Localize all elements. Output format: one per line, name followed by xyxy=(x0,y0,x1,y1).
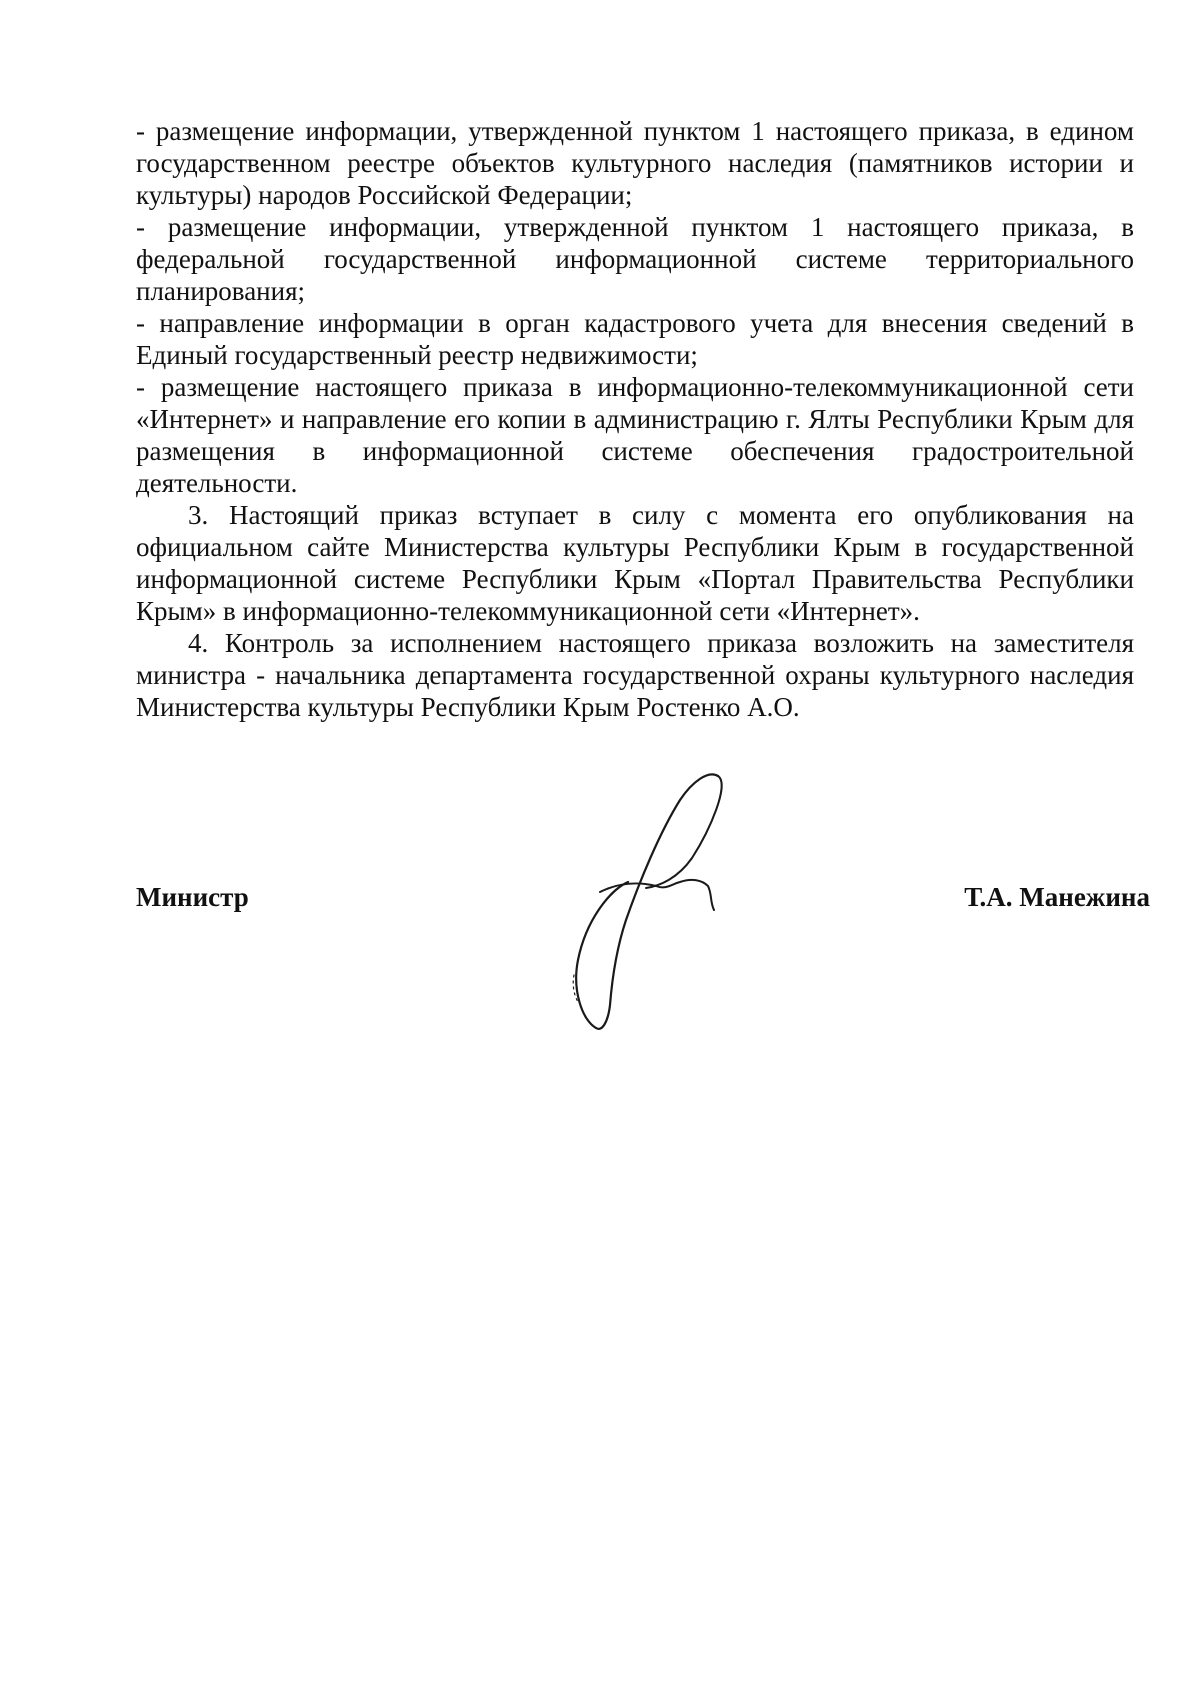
paragraph-cadastre: - направление информации в орган кадастрового учета для внесения сведений в Единый государственный реестр недвижимости; xyxy=(136,308,1134,370)
document-body xyxy=(136,115,1134,723)
paragraph-internet-placement: - размещение настоящего приказа в информационно-телекоммуникационной сети «Интернет» и направление его копии в администрацию г. Ялты Республики Крым для размещения в информационной системе обеспечения градостроительной деятельности. xyxy=(136,372,1134,498)
paragraph-registry-placement: - размещение информации, утвержденной пунктом 1 настоящего приказа, в едином государственном реестре объектов культурного наследия (памятников истории и культуры) народов Российской Федерации; xyxy=(136,116,1134,210)
paragraph-planning-system: - размещение информации, утвержденной пунктом 1 настоящего приказа, в федеральной государственной информационной системе территориального планирования; xyxy=(136,212,1134,306)
paragraph-clause-4: 4. Контроль за исполнением настоящего приказа возложить на заместителя министра - начальника департамента государственной охраны культурного наследия Министерства культуры Республики Крым Ростенко А.О. xyxy=(136,628,1134,722)
signatory-title: Министр xyxy=(136,882,249,912)
signatory-name: Т.А. Манежина xyxy=(964,882,1150,912)
handwritten-signature xyxy=(560,770,750,1040)
paragraph-clause-3: 3. Настоящий приказ вступает в силу с момента его опубликования на официальном сайте Министерства культуры Республики Крым в государственной информационной системе Республики Крым «Портал Правительства Республики Крым» в информационно-телекоммуникационной сети «Интернет». xyxy=(136,500,1134,626)
